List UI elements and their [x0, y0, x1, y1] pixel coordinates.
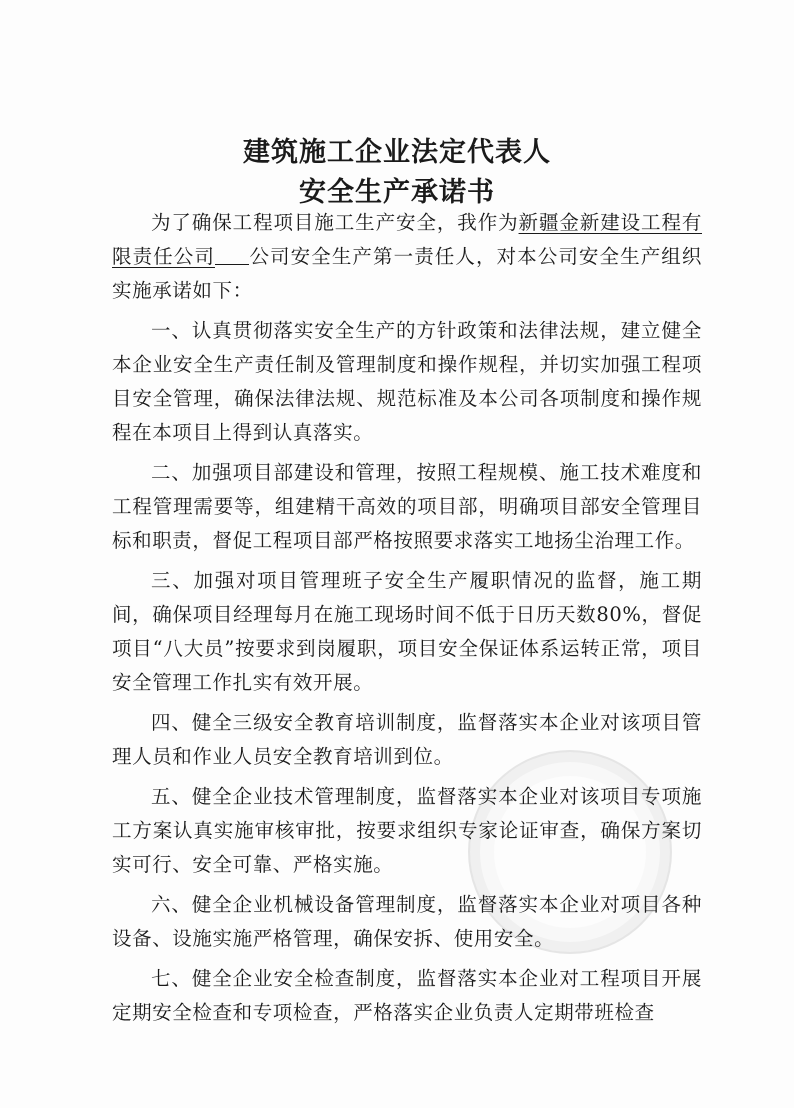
intro-text-after: 公司安全生产第一责任人，对本公司安全生产组织实施承诺如下：: [112, 245, 702, 302]
document-title-line-2: 安全生产承诺书: [299, 177, 495, 208]
commitment-paragraph-7: 七、健全企业安全检查制度，监督落实本企业对工程项目开展定期安全检查和专项检查，严格落实企业负责人定期带班检查: [112, 967, 702, 1024]
commitment-paragraph-3: 三、加强对项目管理班子安全生产履职情况的监督，施工期间，确保项目经理每月在施工现场时间不低于日历天数80%，督促项目“八大员”按要求到岗履职，项目安全保证体系运转正常，项目安全管理工作扎实有效开展。: [112, 569, 702, 694]
commitment-paragraph-5: 五、健全企业技术管理制度，监督落实本企业对该项目专项施工方案认真实施审核审批，按要求组织专家论证审查，确保方案切实可行、安全可靠、严格实施。: [112, 785, 702, 876]
commitment-paragraph-1: 一、认真贯彻落实安全生产的方针政策和法律法规，建立健全本企业安全生产责任制及管理制度和操作规程，并切实加强工程项目安全管理，确保法律法规、规范标准及本公司各项制度和操作规程在本项目上得到认真落实。: [112, 319, 702, 444]
intro-paragraph: [112, 206, 702, 308]
commitment-paragraph-4: 四、健全三级安全教育培训制度，监督落实本企业对该项目管理人员和作业人员安全教育培训到位。: [112, 711, 702, 768]
company-name: 新疆金新建设工程有限责任公司: [112, 211, 702, 268]
document-body: [112, 206, 702, 1030]
commitment-paragraph-6: 六、健全企业机械设备管理制度，监督落实本企业对项目各种设备、设施实施严格管理，确保安拆、使用安全。: [112, 893, 702, 950]
intro-text-before: 为了确保工程项目施工生产安全，我作为: [151, 211, 519, 234]
document-title-line-1: 建筑施工企业法定代表人: [243, 137, 551, 168]
commitment-paragraph-2: 二、加强项目部建设和管理，按照工程规模、施工技术难度和工程管理需要等，组建精干高效的项目部，明确项目部安全管理目标和职责，督促工程项目部严格按照要求落实工地扬尘治理工作。: [112, 461, 702, 552]
underline-blank: [215, 244, 249, 265]
